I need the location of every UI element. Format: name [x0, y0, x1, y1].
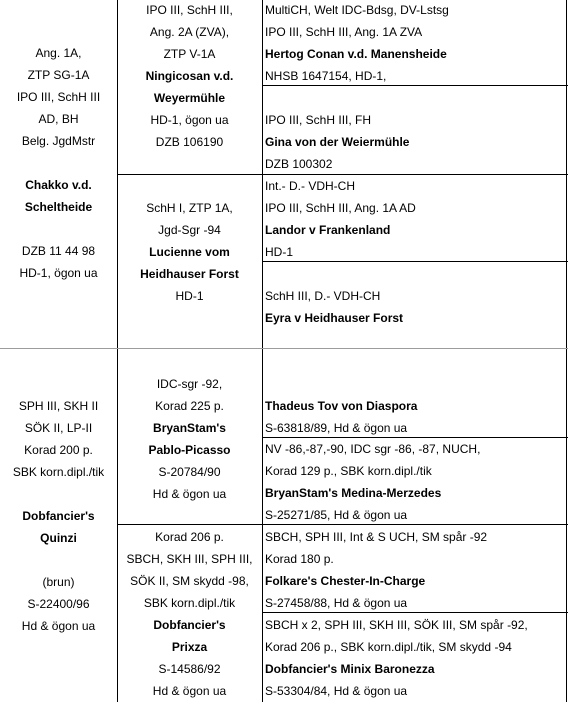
- dog-name: Eyra v Heidhauser Forst: [265, 311, 404, 325]
- text-line: Korad 206 p., SBK korn.dipl./tik, SM skydd -94: [265, 640, 512, 654]
- text-line: SÖK II, LP-II: [24, 421, 93, 435]
- text-line: IDC-sgr -92,: [156, 377, 223, 391]
- dog-name: Lucienne vom: [149, 245, 230, 259]
- text-line: Hd & ögon ua: [152, 684, 227, 698]
- text-line: NV -86,-87,-90, IDC sgr -86, -87, NUCH,: [265, 442, 481, 456]
- great-grandparent-cell: [263, 285, 568, 329]
- dog-name: BryanStam's: [153, 421, 226, 435]
- text-line: S-14586/92: [158, 662, 221, 676]
- text-line: SBK korn.dipl./tik: [12, 465, 105, 479]
- great-grandparent-cell: [263, 614, 568, 702]
- text-line: DZB 11 44 98: [21, 244, 96, 258]
- text-line: (brun): [42, 575, 75, 589]
- text-line: [0, 549, 117, 571]
- text-line: S-63818/89, Hd & ögon ua: [265, 421, 408, 435]
- text-line: DZB 100302: [265, 157, 333, 171]
- text-line: DZB 106190: [155, 135, 224, 149]
- text-line: HD-1, ögon ua: [19, 266, 98, 280]
- text-line: Int.- D.- VDH-CH: [265, 179, 355, 193]
- text-line: ZTP V-1A: [163, 47, 216, 61]
- text-line: IPO III, SchH III, Ang. 1A ZVA: [265, 25, 423, 39]
- text-line: IPO III, SchH III, Ang. 1A AD: [265, 201, 416, 215]
- dog-name: Hertog Conan v.d. Manensheide: [265, 47, 447, 61]
- parent-cell-sire: [0, 42, 117, 284]
- text-line: SBCH x 2, SPH III, SKH III, SÖK III, SM spår -92,: [265, 618, 528, 632]
- grandparent-cell: [117, 373, 262, 505]
- parent-cell-dam: [0, 395, 117, 637]
- text-line: Korad 180 p.: [265, 552, 334, 566]
- text-line: Ang. 2A (ZVA),: [149, 25, 230, 39]
- text-line: IPO III, SchH III,: [146, 3, 233, 17]
- section-divider: [0, 348, 568, 349]
- great-grandparent-cell: [263, 526, 568, 614]
- text-line: HD-1, ögon ua: [150, 113, 229, 127]
- grandparent-cell: [117, 526, 262, 702]
- text-line: [0, 218, 117, 240]
- text-line: Korad 129 p., SBK korn.dipl./tik: [265, 464, 432, 478]
- text-line: Korad 225 p.: [155, 399, 224, 413]
- dog-name: Quinzi: [40, 531, 77, 545]
- dog-name: Prixza: [171, 640, 208, 654]
- great-grandparent-cell: [263, 395, 568, 439]
- dog-name: Thadeus Tov von Diaspora: [265, 399, 418, 413]
- dog-name: Chakko v.d.: [25, 178, 92, 192]
- dog-name: Dobfancier's Minix Baronezza: [265, 662, 435, 676]
- dog-name: Folkare's Chester-In-Charge: [265, 574, 426, 588]
- grandparent-cell: [117, 197, 262, 307]
- grandparent-cell: [117, 0, 262, 153]
- text-line: Jgd-Sgr -94: [158, 223, 221, 237]
- text-line: S-22400/96: [27, 597, 90, 611]
- dog-name: Pablo-Picasso: [148, 443, 231, 457]
- text-line: [0, 483, 117, 505]
- text-line: SchH I, ZTP 1A,: [146, 201, 233, 215]
- great-grandparent-cell: [263, 438, 568, 526]
- text-line: [0, 152, 117, 174]
- dog-name: Dobfancier's: [153, 618, 226, 632]
- text-line: Hd & ögon ua: [152, 487, 227, 501]
- dog-name: Scheltheide: [24, 200, 93, 214]
- text-line: SBCH, SKH III, SPH III,: [126, 552, 253, 566]
- dog-name: Heidhauser Forst: [140, 267, 239, 281]
- text-line: SchH III, D.- VDH-CH: [265, 289, 381, 303]
- text-line: S-53304/84, Hd & ögon ua: [265, 684, 408, 698]
- dog-name: Dobfancier's: [22, 509, 95, 523]
- text-line: SBK korn.dipl./tik: [143, 596, 236, 610]
- text-line: HD-1: [265, 245, 294, 259]
- text-line: Ang. 1A,: [35, 46, 82, 60]
- text-line: Korad 200 p.: [24, 443, 93, 457]
- text-line: SÖK II, SM skydd -98,: [130, 574, 249, 588]
- text-line: ZTP SG-1A: [27, 68, 90, 82]
- dog-name: BryanStam's Medina-Merzedes: [265, 486, 442, 500]
- text-line: Hd & ögon ua: [21, 619, 96, 633]
- dog-name: Ningicosan v.d.: [145, 69, 234, 83]
- text-line: S-20784/90: [158, 465, 221, 479]
- text-line: Korad 206 p.: [155, 530, 224, 544]
- dog-name: Gina von der Weiermühle: [265, 135, 410, 149]
- text-line: IPO III, SchH III, FH: [265, 113, 372, 127]
- dog-name: Landor v Frankenland: [265, 223, 391, 237]
- text-line: S-27458/88, Hd & ögon ua: [265, 596, 408, 610]
- text-line: AD, BH: [38, 112, 79, 126]
- great-grandparent-cell: [263, 175, 568, 263]
- text-line: S-25271/85, Hd & ögon ua: [265, 508, 408, 522]
- text-line: SPH III, SKH II: [18, 399, 99, 413]
- text-line: SBCH, SPH III, Int & S UCH, SM spår -92: [265, 530, 488, 544]
- text-line: NHSB 1647154, HD-1,: [265, 69, 387, 83]
- great-grandparent-cell: [263, 109, 568, 175]
- text-line: MultiCH, Welt IDC-Bdsg, DV-Lstsg: [265, 3, 449, 17]
- text-line: HD-1: [175, 289, 204, 303]
- text-line: IPO III, SchH III: [16, 90, 101, 104]
- great-grandparent-cell: [263, 0, 568, 87]
- dog-name: Weyermühle: [153, 91, 226, 105]
- text-line: Belg. JgdMstr: [21, 134, 96, 148]
